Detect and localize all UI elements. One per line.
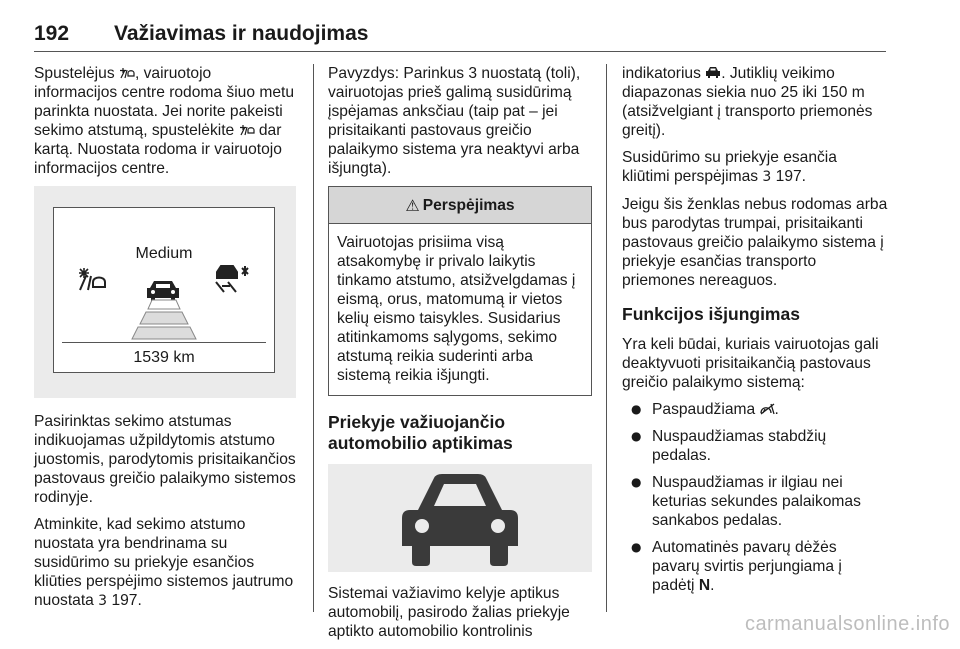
page-reference-icon: 3: [762, 169, 772, 185]
page-header: [34, 22, 886, 50]
distance-bar-2: [132, 327, 196, 339]
column-1: [34, 64, 296, 619]
distance-setting-icon: [119, 66, 135, 80]
column-3: [622, 64, 888, 603]
vehicle-icon: [147, 281, 179, 302]
warning-title: Perspėjimas: [422, 196, 515, 214]
paragraph: Atminkite, kad sekimo atstumo nuostata yra bendrinama su susidūrimo su priekyje esančios kliūties perspėjimo sistemos jautrumo nuostata 3 197.: [34, 516, 294, 609]
list-item: ● Nuspaudžiamas stabdžių pedalas.: [622, 427, 888, 465]
deactivation-list: [622, 400, 888, 595]
section-heading: Priekyje važiuojančio automobilio aptikimas: [328, 412, 513, 453]
header-divider: [34, 51, 886, 52]
paragraph: Sistemai važiavimo kelyje aptikus automobilį, pasirodo žalias priekyje aptikto automobilio kontrolinis: [328, 585, 570, 640]
page-title: Važiavimas ir naudojimas: [114, 22, 369, 45]
list-item: ● Nuspaudžiamas ir ilgiau nei keturias sekundes palaikomas sankabos pedalas.: [622, 473, 888, 530]
collision-alert-icon: [216, 266, 248, 292]
distance-setting-icon: [79, 268, 105, 290]
paragraph: Jeigu šis ženklas nebus rodomas arba bus parodytas trumpai, prisitaikanti pastovaus greičio palaikymo sistema į priekyje esančias transporto priemones nereaguos.: [622, 196, 888, 289]
paragraph: Yra keli būdai, kuriais vairuotojas gali deaktyvuoti prisitaikančią pastovaus greičio palaikymo sistemą:: [622, 336, 879, 391]
list-item: ● Paspaudžiama .: [622, 400, 888, 419]
warning-icon: ⚠: [405, 195, 420, 215]
page-reference[interactable]: 197.: [775, 168, 807, 185]
warning-text: Vairuotojas prisiima visą atsakomybę ir privalo laikytis tinkamo atstumo, atsižvelgdamas į eismą, orus, matomumą ir vietos kelių eismo taisykles. Susidarius atitinkamoms sąlygoms, sekimo atstumą reikia suderinti arba sistemą reikia išjungti.: [337, 234, 576, 384]
display-illustration: [34, 186, 296, 398]
warning-header: [329, 187, 591, 224]
watermark: carmanualsonline.info: [744, 613, 950, 635]
column-2: [328, 64, 592, 649]
paragraph: Susidūrimo su priekyje esančia kliūtimi perspėjimas 3 197.: [622, 149, 837, 185]
distance-bar-3: [148, 300, 180, 309]
page-reference-icon: 3: [98, 593, 108, 609]
paragraph: indikatorius . Jutiklių veikimo diapazonas siekia nuo 25 iki 150 m (atsižvelgiant į transporto priemonės greitį).: [622, 65, 873, 139]
acc-display-graphic: [54, 208, 274, 342]
vehicle-ahead-indicator-icon: [705, 66, 721, 79]
column-divider: [606, 64, 607, 612]
paragraph: Pavyzdys: Parinkus 3 nuostatą (toli), vairuotojas prieš galimą susidūrimą įspėjamas anksčiau (taip pat – jei prisitaikanti pastovaus greičio palaikymo sistema yra neaktyvi arba išjungta).: [328, 65, 581, 177]
odometer-readout: 1539 km: [133, 349, 195, 366]
vehicle-ahead-illustration: [328, 464, 592, 572]
cancel-cruise-icon: [760, 403, 775, 415]
page-reference[interactable]: 197.: [111, 592, 142, 609]
display-divider: [62, 342, 266, 343]
column-divider: [313, 64, 314, 612]
list-item: ● Automatinės pavarų dėžės pavarų svirtis perjungiama į padėtį N.: [622, 538, 888, 595]
distance-setting-icon: [239, 123, 255, 137]
vehicle-ahead-icon: [328, 464, 592, 572]
gear-position: N: [698, 577, 711, 594]
page-number: 192: [34, 22, 70, 45]
paragraph: Spustelėjus , vairuotojo informacijos centre rodoma šiuo metu parinkta nuostata. Jei norite pakeisti sekimo atstumą, spustelėkite dar kartą. Nuostata rodoma ir vairuotojo informacijos centre.: [34, 65, 295, 177]
paragraph: Pasirinktas sekimo atstumas indikuojamas užpildytomis atstumo juostomis, parodytomis prisitaikančios pastovaus greičio palaikymo sistemos rodinyje.: [34, 413, 296, 506]
driver-info-display: [53, 207, 275, 373]
section-heading: Funkcijos išjungimas: [622, 304, 800, 324]
distance-bar-1: [140, 312, 188, 324]
warning-box: [328, 186, 592, 396]
distance-mode-label: Medium: [135, 245, 193, 262]
